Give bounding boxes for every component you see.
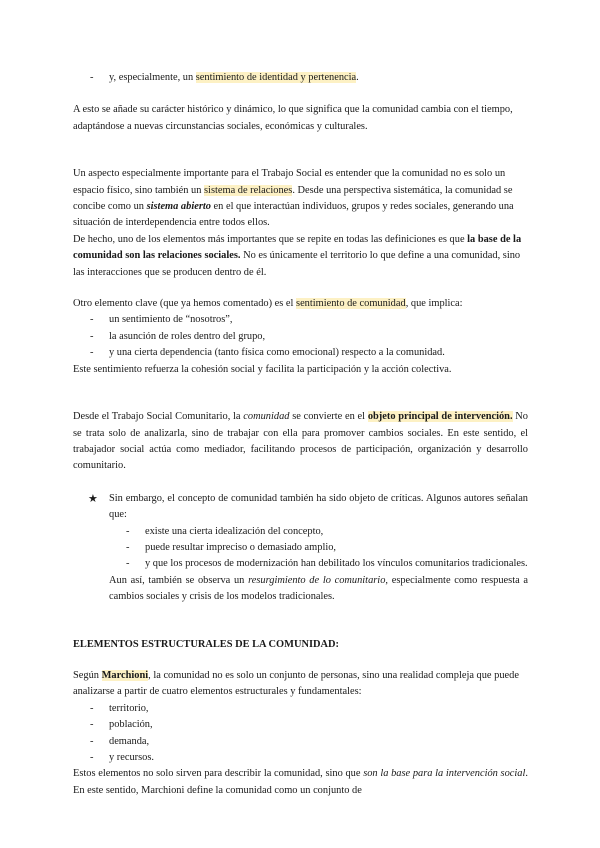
section-heading: ELEMENTOS ESTRUCTURALES DE LA COMUNIDAD: <box>73 638 339 650</box>
italic-text: resurgimiento de lo comunitario <box>248 574 386 586</box>
list-item: - población, <box>73 717 528 733</box>
list-item: - y que los procesos de modernización han debilitado los vínculos comunitarios tradicionales. <box>109 556 528 572</box>
critique-block <box>73 491 528 606</box>
highlighted-text: sistema de relaciones <box>204 184 293 196</box>
critique-intro: Sin embargo, el concepto de comunidad también ha sido objeto de críticas. Algunos autores señalan que: <box>109 492 528 521</box>
paragraph-base <box>73 766 528 799</box>
paragraph-cohesion: Este sentimiento refuerza la cohesión social y facilita la participación y la acción colectiva. <box>73 363 452 375</box>
text: Estos elementos no solo sirven para describir la comunidad, sino que <box>73 768 364 780</box>
critique-closing <box>109 573 528 606</box>
text: , especialmente como respuesta a cambios sociales y crisis de los modelos tradicionales. <box>109 574 529 603</box>
list-item: - la asunción de roles dentro del grupo, <box>73 329 528 345</box>
paragraph-sentimiento <box>73 296 528 312</box>
text: , que implica: <box>405 298 463 310</box>
highlighted-text: sentimiento de comunidad <box>296 298 406 310</box>
list-item: - existe una cierta idealización del concepto, <box>109 524 528 540</box>
italic-text: son la base para la intervención social <box>363 768 526 780</box>
intro-bullet-list <box>73 70 528 86</box>
emphasis-text: sistema abierto <box>146 201 211 213</box>
text: No se trata solo de analizarla, sino de trabajar con ella para promover cambios sociales. En este sentido, el trabajador social actúa como mediador, facilitando procesos de participación, organización y desarrollo comunitario. <box>73 411 529 472</box>
paragraph-marchioni <box>73 668 528 701</box>
sentimiento-list <box>73 312 528 361</box>
list-item: - demanda, <box>73 734 528 750</box>
critique-list <box>109 524 528 573</box>
paragraph-relations <box>73 166 528 281</box>
text: en el que interactúan individuos, grupos y redes sociales, generando una situación de interdependencia entre todos ellos. <box>73 201 514 229</box>
italic-text: comunidad <box>243 411 290 423</box>
list-item: - territorio, <box>73 701 528 717</box>
list-item <box>73 70 528 86</box>
text: Otro elemento clave (que ya hemos comentado) es el <box>73 298 297 310</box>
star-bullet-icon: ★ <box>88 491 98 505</box>
text: se convierte en el <box>289 411 368 423</box>
text: Según <box>73 669 102 681</box>
text: . Desde una perspectiva sistemática, la comunidad se concibe como un <box>73 184 513 213</box>
highlighted-text: sentimiento de identidad y pertenencia <box>195 72 357 83</box>
list-item: - y recursos. <box>73 750 528 766</box>
list-item: - puede resultar impreciso o demasiado amplio, <box>109 540 528 556</box>
bold-text: la base de la comunidad son las relaciones sociales. <box>73 233 522 262</box>
paragraph-intervention <box>73 409 528 475</box>
text: y, especialmente, un <box>109 72 196 83</box>
highlighted-text: Marchioni <box>101 669 149 681</box>
text: . <box>356 72 359 83</box>
paragraph-historical: A esto se añade su carácter histórico y dinámico, lo que significa que la comunidad cambia con el tiempo, adaptándose a nuevas circunstancias sociales, económicas y culturales. <box>73 104 513 132</box>
text: . En este sentido, Marchioni define la comunidad como un conjunto de <box>73 768 528 796</box>
list-item: - y una cierta dependencia (tanto física como emocional) respecto a la comunidad. <box>73 345 528 361</box>
text: De hecho, uno de los elementos más importantes que se repite en todas las definiciones es que <box>73 233 468 245</box>
text: Desde el Trabajo Social Comunitario, la <box>73 411 244 423</box>
elements-list <box>73 701 528 767</box>
text: No es únicamente el territorio lo que define a una comunidad, sino las interacciones que se producen dentro de él. <box>73 250 521 278</box>
highlighted-text: objeto principal de intervención. <box>367 411 513 423</box>
document-content <box>73 70 528 799</box>
text: Aun así, también se observa un <box>109 574 249 586</box>
text: Un aspecto especialmente importante para el Trabajo Social es entender que la comunidad no es solo un espacio físico, sino también un <box>73 168 506 196</box>
text: , la comunidad no es solo un conjunto de personas, sino una realidad compleja que puede analizarse a partir de cuatro elementos estructurales y fundamentales: <box>73 669 519 698</box>
list-item: - un sentimiento de “nosotros”, <box>73 312 528 328</box>
